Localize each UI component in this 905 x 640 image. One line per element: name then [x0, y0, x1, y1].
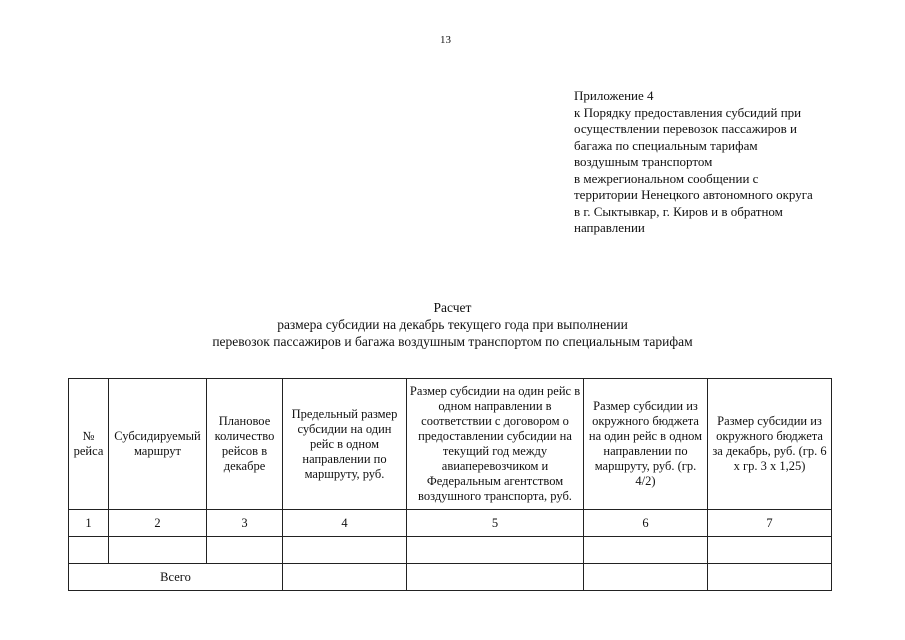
header-max-subsidy: Предельный размер субсидии на один рейс в одном направлении по маршруту, руб. — [283, 379, 407, 510]
title-line-calculation: Расчет — [433, 300, 472, 315]
header-contract-subsidy: Размер субсидии на один рейс в одном направлении в соответствии с договором о предоставлении субсидии на текущий год между авиаперевозчиком и Федеральным агентством воздушного транспорта, руб. — [407, 379, 584, 510]
table-row — [69, 537, 832, 564]
document-title — [0, 299, 905, 350]
column-number: 3 — [207, 510, 283, 537]
header-district-subsidy-december: Размер субсидии из окружного бюджета за декабрь, руб. (гр. 6 х гр. 3 х 1,25) — [708, 379, 832, 510]
page-number: 13 — [440, 34, 451, 46]
table-cell — [207, 537, 283, 564]
table-cell — [584, 537, 708, 564]
total-row — [69, 564, 832, 591]
table-cell — [69, 537, 109, 564]
total-label: Всего — [69, 564, 283, 591]
table-cell — [407, 564, 584, 591]
table-cell — [708, 537, 832, 564]
column-number: 2 — [109, 510, 207, 537]
appendix-line: Приложение 4 — [574, 88, 654, 103]
header-flight-number: № рейса — [69, 379, 109, 510]
column-number: 1 — [69, 510, 109, 537]
column-number: 5 — [407, 510, 584, 537]
appendix-line: в г. Сыктывкар, г. Киров и в обратном — [574, 203, 783, 219]
appendix-line: воздушным транспортом — [574, 154, 713, 169]
appendix-line: территории Ненецкого автономного округа — [574, 187, 813, 202]
table-cell — [109, 537, 207, 564]
column-number: 7 — [708, 510, 832, 537]
table-cell — [283, 537, 407, 564]
table-cell — [708, 564, 832, 591]
table-cell — [407, 537, 584, 564]
appendix-line: багажа по специальным тарифам — [574, 137, 758, 153]
appendix-block — [574, 88, 874, 237]
table-cell — [584, 564, 708, 591]
appendix-line: в межрегиональном сообщении с — [574, 170, 759, 186]
column-number: 4 — [283, 510, 407, 537]
subsidy-calculation-table — [68, 378, 832, 591]
column-number-row — [69, 510, 832, 537]
title-line-subsidy: размера субсидии на декабрь текущего года при выполнении — [277, 317, 628, 332]
header-route: Субсидируемый маршрут — [109, 379, 207, 510]
header-district-subsidy-per-flight: Размер субсидии из окружного бюджета на один рейс в одном направлении по маршруту, руб. (гр. 4/2) — [584, 379, 708, 510]
column-number: 6 — [584, 510, 708, 537]
appendix-line: осуществлении перевозок пассажиров и — [574, 121, 797, 136]
appendix-line: к Порядку предоставления субсидий при — [574, 104, 802, 120]
header-planned-flights: Плановое количество рейсов в декабре — [207, 379, 283, 510]
appendix-line: направлении — [574, 220, 645, 235]
table-cell — [283, 564, 407, 591]
table-header-row — [69, 379, 832, 510]
title-line-transport: перевозок пассажиров и багажа воздушным транспортом по специальным тарифам — [212, 334, 693, 349]
